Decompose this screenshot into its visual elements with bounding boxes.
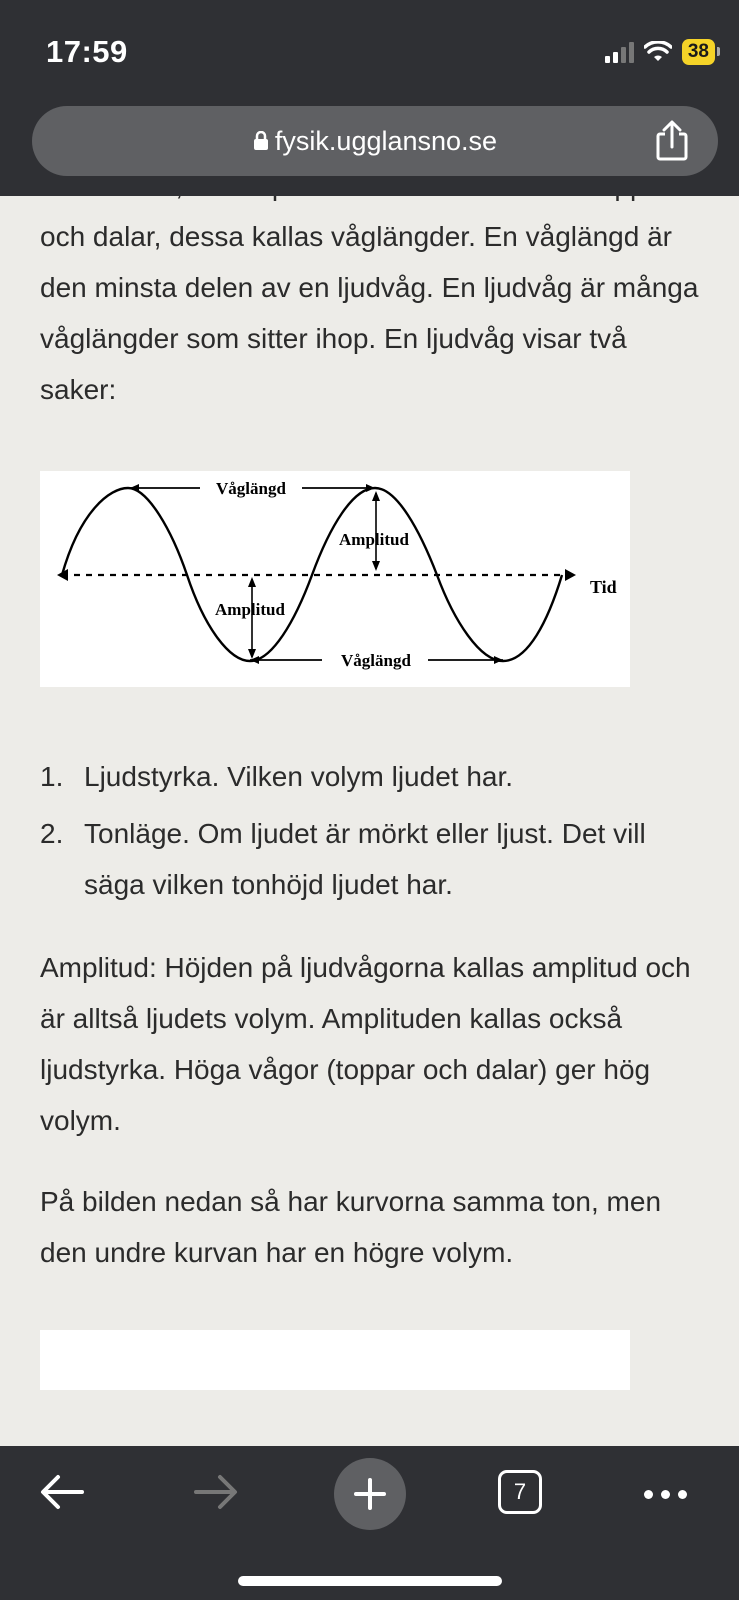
- tabs-button[interactable]: 7: [498, 1470, 542, 1514]
- wifi-icon: [644, 41, 672, 63]
- share-icon[interactable]: [652, 120, 692, 162]
- list-item-number: 1.: [40, 761, 64, 792]
- wavelength-top-arrow-right: [366, 484, 375, 492]
- next-figure-preview: [40, 1330, 630, 1390]
- list-item: [40, 751, 700, 802]
- paragraph-intro: [40, 160, 700, 415]
- lock-icon: [253, 131, 269, 151]
- amplitude-top-label: Amplitud: [339, 530, 409, 549]
- list-item-text: Ljudstyrka. Vilken volym ljudet har.: [84, 761, 514, 792]
- plus-icon: [353, 1477, 387, 1511]
- url-display[interactable]: [253, 126, 497, 157]
- top-bar: [0, 0, 739, 196]
- amplitude-bottom-arrow-up: [248, 577, 256, 587]
- wavelength-top-arrow-left: [130, 484, 139, 492]
- arrow-right-icon[interactable]: [192, 1472, 240, 1512]
- bottom-toolbar: [0, 1446, 739, 1600]
- axis-arrow-right: [565, 569, 576, 581]
- more-icon[interactable]: [644, 1490, 687, 1499]
- sine-wave-diagram: [40, 471, 630, 687]
- wavelength-bottom-label: Våglängd: [341, 651, 411, 670]
- amplitude-bottom-arrow-down: [248, 649, 256, 659]
- amplitude-bottom-label: Amplitud: [215, 600, 285, 619]
- paragraph-image-description: På bilden nedan så har kurvorna samma ton, men den undre kurvan har en högre volym.: [40, 1186, 662, 1268]
- status-icons: [605, 38, 715, 66]
- status-time: 17:59: [46, 34, 128, 69]
- list-item: [40, 808, 700, 910]
- wave-figure: [40, 471, 630, 687]
- paragraph-intro-rest: och dalar, dessa kallas våglängder. En våglängd är den minsta delen av en ljudvåg. En ljudvåg är många våglängder som sitter ihop. En ljudvåg visar två saker:: [40, 221, 699, 405]
- url-text: fysik.ugglansno.se: [274, 125, 498, 156]
- numbered-list: [40, 751, 700, 910]
- signal-icon: [605, 41, 634, 63]
- article-content: [40, 160, 700, 1390]
- amplitude-top-arrow-down: [372, 561, 380, 571]
- list-item-text: Tonläge. Om ljudet är mörkt eller ljust. Det vill säga vilken tonhöjd ljudet har.: [84, 818, 646, 900]
- wavelength-top-label: Våglängd: [216, 479, 286, 498]
- battery-indicator: 38: [682, 39, 715, 65]
- new-tab-button[interactable]: [334, 1458, 406, 1530]
- arrow-left-icon[interactable]: [38, 1472, 86, 1512]
- list-item-number: 2.: [40, 818, 64, 849]
- amplitude-top-arrow-up: [372, 491, 380, 501]
- wavelength-bottom-arrow-right: [494, 656, 503, 664]
- paragraph-amplitude: Amplitud: Höjden på ljudvågorna kallas amplitud och är alltså ljudets volym. Amplituden kallas också ljudstyrka. Höga vågor (toppar och dalar) ger hög volym.: [40, 952, 691, 1136]
- address-bar[interactable]: [32, 106, 718, 176]
- time-label: Tid: [590, 577, 617, 597]
- home-indicator: [238, 1576, 502, 1586]
